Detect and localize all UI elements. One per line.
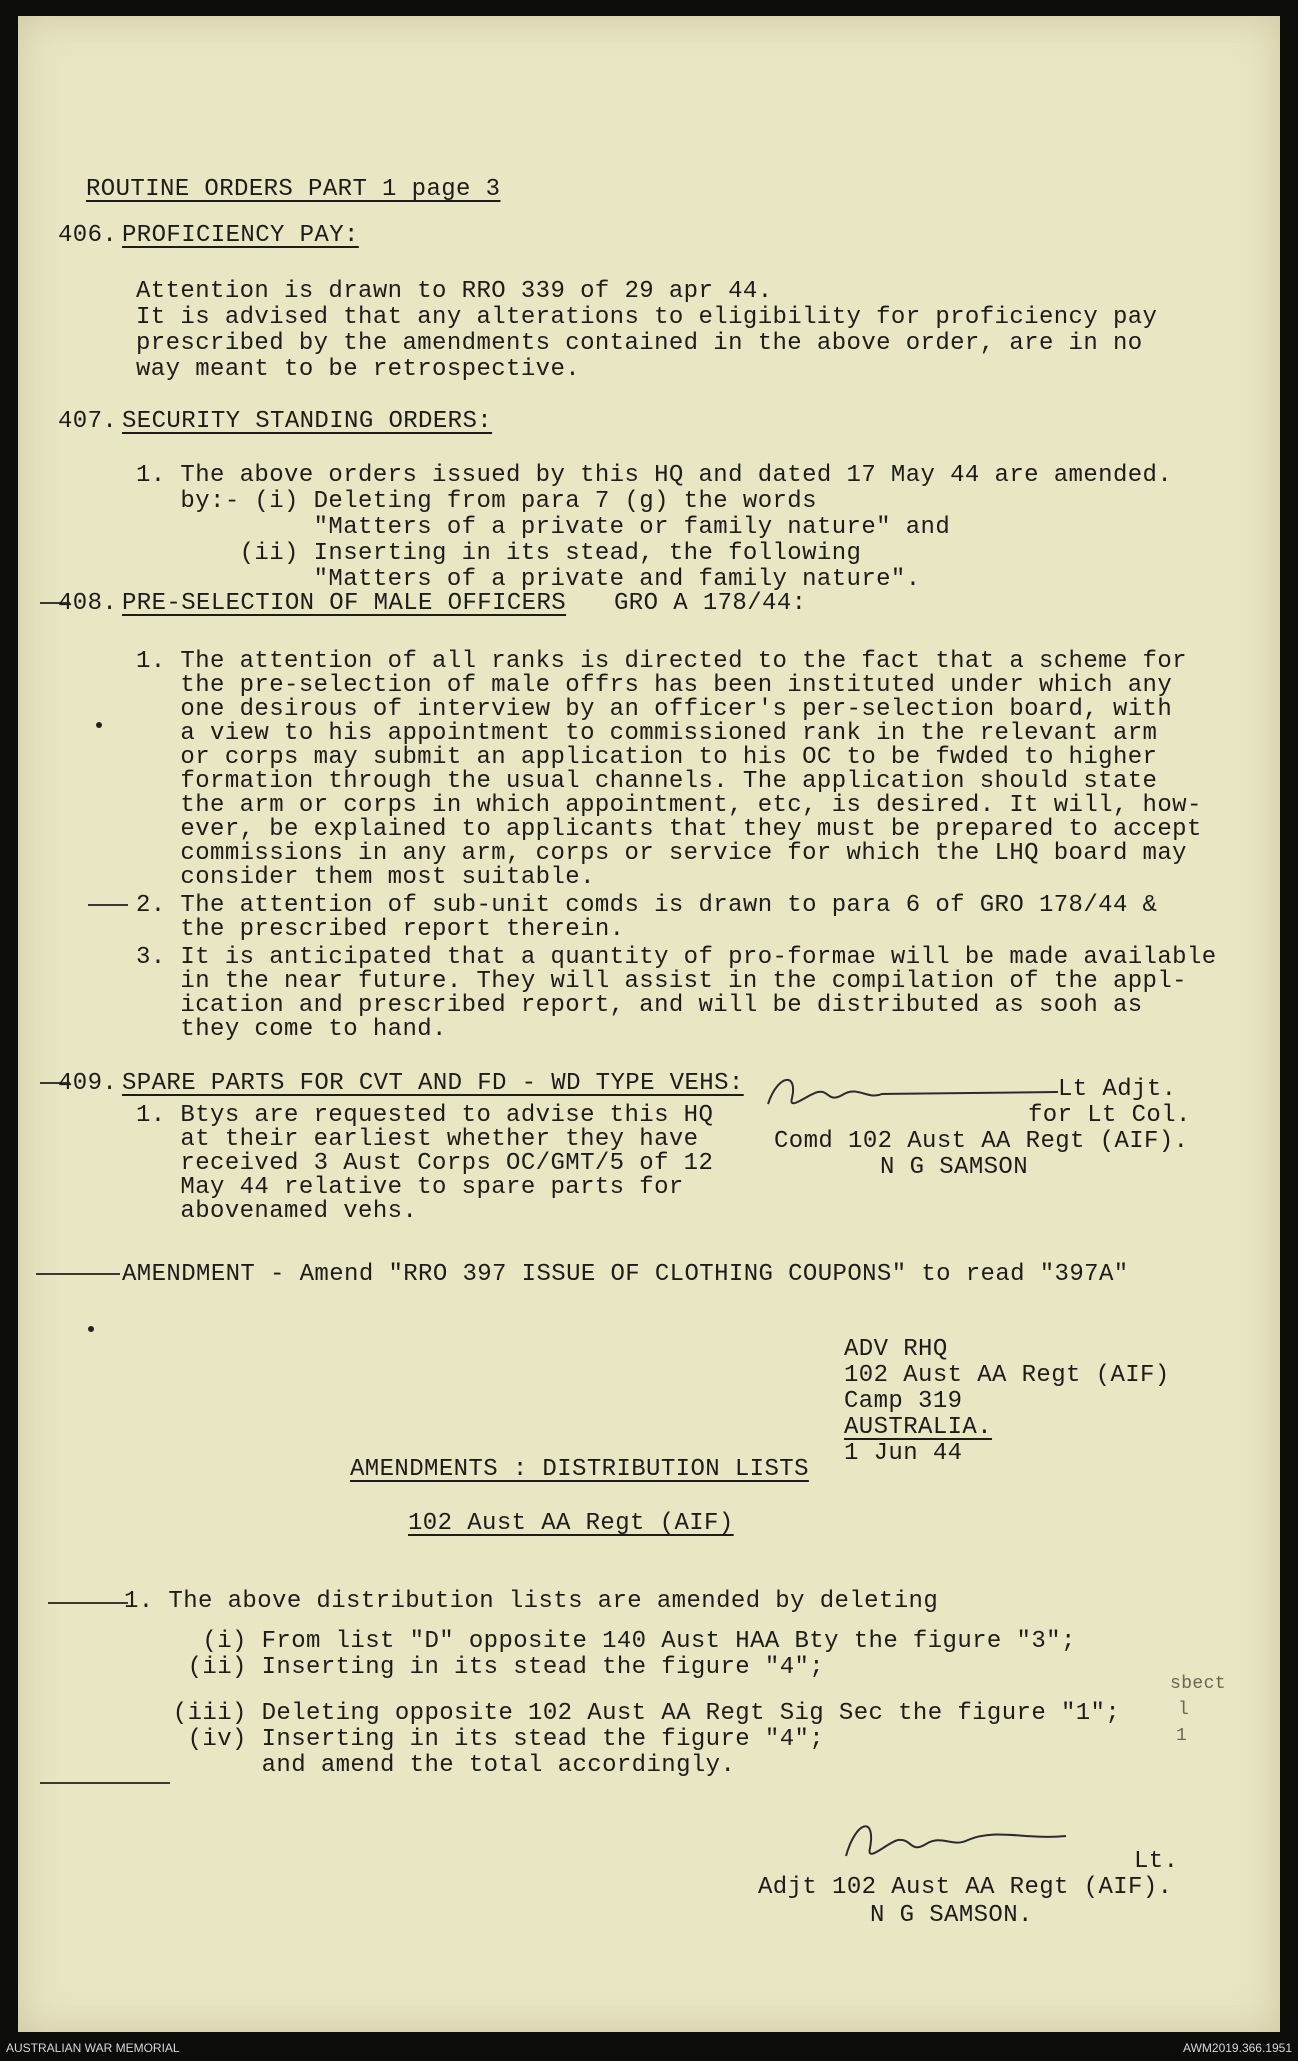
amendments-line: and amend the total accordingly. — [158, 1752, 736, 1779]
amendment-line: AMENDMENT - Amend "RRO 397 ISSUE OF CLOTHING COUPONS" to read "397A" — [122, 1261, 1129, 1288]
section-408-line: the pre-selection of male offrs has been instituted under which any — [136, 672, 1173, 699]
amendments-signature-rank: Lt. — [1134, 1848, 1179, 1875]
footer-right: AWM2019.366.1951 — [1183, 2041, 1292, 2055]
section-406-line: Attention is drawn to RRO 339 of 29 apr 44. — [136, 278, 773, 305]
margin-mark — [88, 1326, 94, 1332]
section-408-line: a view to his appointment to commissioned rank in the relevant arm — [136, 720, 1158, 747]
section-406-line: It is advised that any alterations to eligibility for proficiency pay — [136, 304, 1158, 331]
section-408-ref: GRO A 178/44: — [614, 590, 807, 617]
section-408-line: one desirous of interview by an officer's per-selection board, with — [136, 696, 1173, 723]
section-408-number: 408. — [58, 590, 118, 617]
margin-stroke — [48, 1602, 128, 1604]
document-page — [18, 16, 1280, 2032]
section-407-title: SECURITY STANDING ORDERS: — [122, 408, 493, 435]
amendments-signature-name: N G SAMSON. — [870, 1902, 1033, 1929]
amendments-line: (i) From list "D" opposite 140 Aust HAA Bty the figure "3"; — [158, 1628, 1076, 1655]
margin-stroke — [40, 1782, 170, 1784]
section-409-signature-for: for Lt Col. — [1028, 1102, 1191, 1129]
section-407-line: "Matters of a private or family nature" and — [136, 514, 951, 541]
section-407-line: "Matters of a private and family nature". — [136, 566, 921, 593]
section-408-line: formation through the usual channels. The application should state — [136, 768, 1158, 795]
section-408-title: PRE-SELECTION OF MALE OFFICERS — [122, 590, 567, 617]
amendments-line: (iv) Inserting in its stead the figure "4"; — [158, 1726, 825, 1753]
section-409-line: 1. Btys are requested to advise this HQ — [136, 1102, 714, 1129]
footer-left: AUSTRALIAN WAR MEMORIAL — [6, 2041, 180, 2055]
amendments-line: 1. The above distribution lists are amended by deleting — [124, 1588, 939, 1615]
section-409-line: at their earliest whether they have — [136, 1126, 699, 1153]
page-header: ROUTINE ORDERS PART 1 page 3 — [86, 176, 501, 203]
section-407-line: 1. The above orders issued by this HQ and dated 17 May 44 are amended. — [136, 462, 1173, 489]
address-line: AUSTRALIA. — [844, 1414, 993, 1441]
amendments-title: AMENDMENTS : DISTRIBUTION LISTS — [350, 1456, 809, 1483]
margin-fragment: 1 — [1176, 1726, 1188, 1746]
section-406-line: prescribed by the amendments contained in the above order, are in no — [136, 330, 1143, 357]
section-408-line: ever, be explained to applicants that they must be prepared to accept — [136, 816, 1202, 843]
section-408-line: they come to hand. — [136, 1016, 447, 1043]
address-line: Camp 319 — [844, 1388, 963, 1415]
section-408-line: consider them most suitable. — [136, 864, 595, 891]
section-407-number: 407. — [58, 408, 118, 435]
address-line: 102 Aust AA Regt (AIF) — [844, 1362, 1170, 1389]
section-408-line: or corps may submit an application to his OC to be fwded to higher — [136, 744, 1158, 771]
address-line: ADV RHQ — [844, 1336, 948, 1363]
section-408-line: 3. It is anticipated that a quantity of pro-formae will be made available — [136, 944, 1217, 971]
section-409-signature-name: N G SAMSON — [880, 1154, 1029, 1181]
section-409-number: 409. — [58, 1070, 118, 1097]
section-406-number: 406. — [58, 222, 118, 249]
section-408-line: ication and prescribed report, and will be distributed as sooh as — [136, 992, 1143, 1019]
amendments-subtitle: 102 Aust AA Regt (AIF) — [408, 1510, 734, 1537]
section-408-line: the arm or corps in which appointment, etc, is desired. It will, how- — [136, 792, 1202, 819]
section-407-line: by:- (i) Deleting from para 7 (g) the words — [136, 488, 817, 515]
section-408-line: 1. The attention of all ranks is directed to the fact that a scheme for — [136, 648, 1187, 675]
section-409-signature-unit: Comd 102 Aust AA Regt (AIF). — [774, 1128, 1189, 1155]
margin-mark — [96, 722, 102, 728]
section-409-signature-rank: Lt Adjt. — [1058, 1076, 1177, 1103]
signature-handwritten — [826, 1806, 1126, 1876]
section-409-line: received 3 Aust Corps OC/GMT/5 of 12 — [136, 1150, 714, 1177]
section-409-line: May 44 relative to spare parts for — [136, 1174, 684, 1201]
section-408-line: 2. The attention of sub-unit comds is drawn to para 6 of GRO 178/44 & — [136, 892, 1158, 919]
margin-fragment: sbect — [1170, 1674, 1227, 1694]
section-406-title: PROFICIENCY PAY: — [122, 222, 359, 249]
amendments-line: (ii) Inserting in its stead the figure "4"; — [158, 1654, 825, 1681]
archive-footer — [0, 2036, 1298, 2061]
amendments-signature-unit: Adjt 102 Aust AA Regt (AIF). — [758, 1874, 1173, 1901]
margin-stroke — [36, 1273, 120, 1275]
section-409-line: abovenamed vehs. — [136, 1198, 418, 1225]
section-406-line: way meant to be retrospective. — [136, 356, 581, 383]
section-407-line: (ii) Inserting in its stead, the following — [136, 540, 862, 567]
margin-stroke — [88, 904, 128, 906]
amendments-line: (iii) Deleting opposite 102 Aust AA Regt Sig Sec the figure "1"; — [158, 1700, 1121, 1727]
section-409-title: SPARE PARTS FOR CVT AND FD - WD TYPE VEHS: — [122, 1070, 744, 1097]
section-408-line: commissions in any arm, corps or service for which the LHQ board may — [136, 840, 1187, 867]
address-date: 1 Jun 44 — [844, 1440, 963, 1467]
section-408-line: the prescribed report therein. — [136, 916, 625, 943]
section-408-line: in the near future. They will assist in the compilation of the appl- — [136, 968, 1187, 995]
margin-fragment: l — [1178, 1700, 1190, 1720]
